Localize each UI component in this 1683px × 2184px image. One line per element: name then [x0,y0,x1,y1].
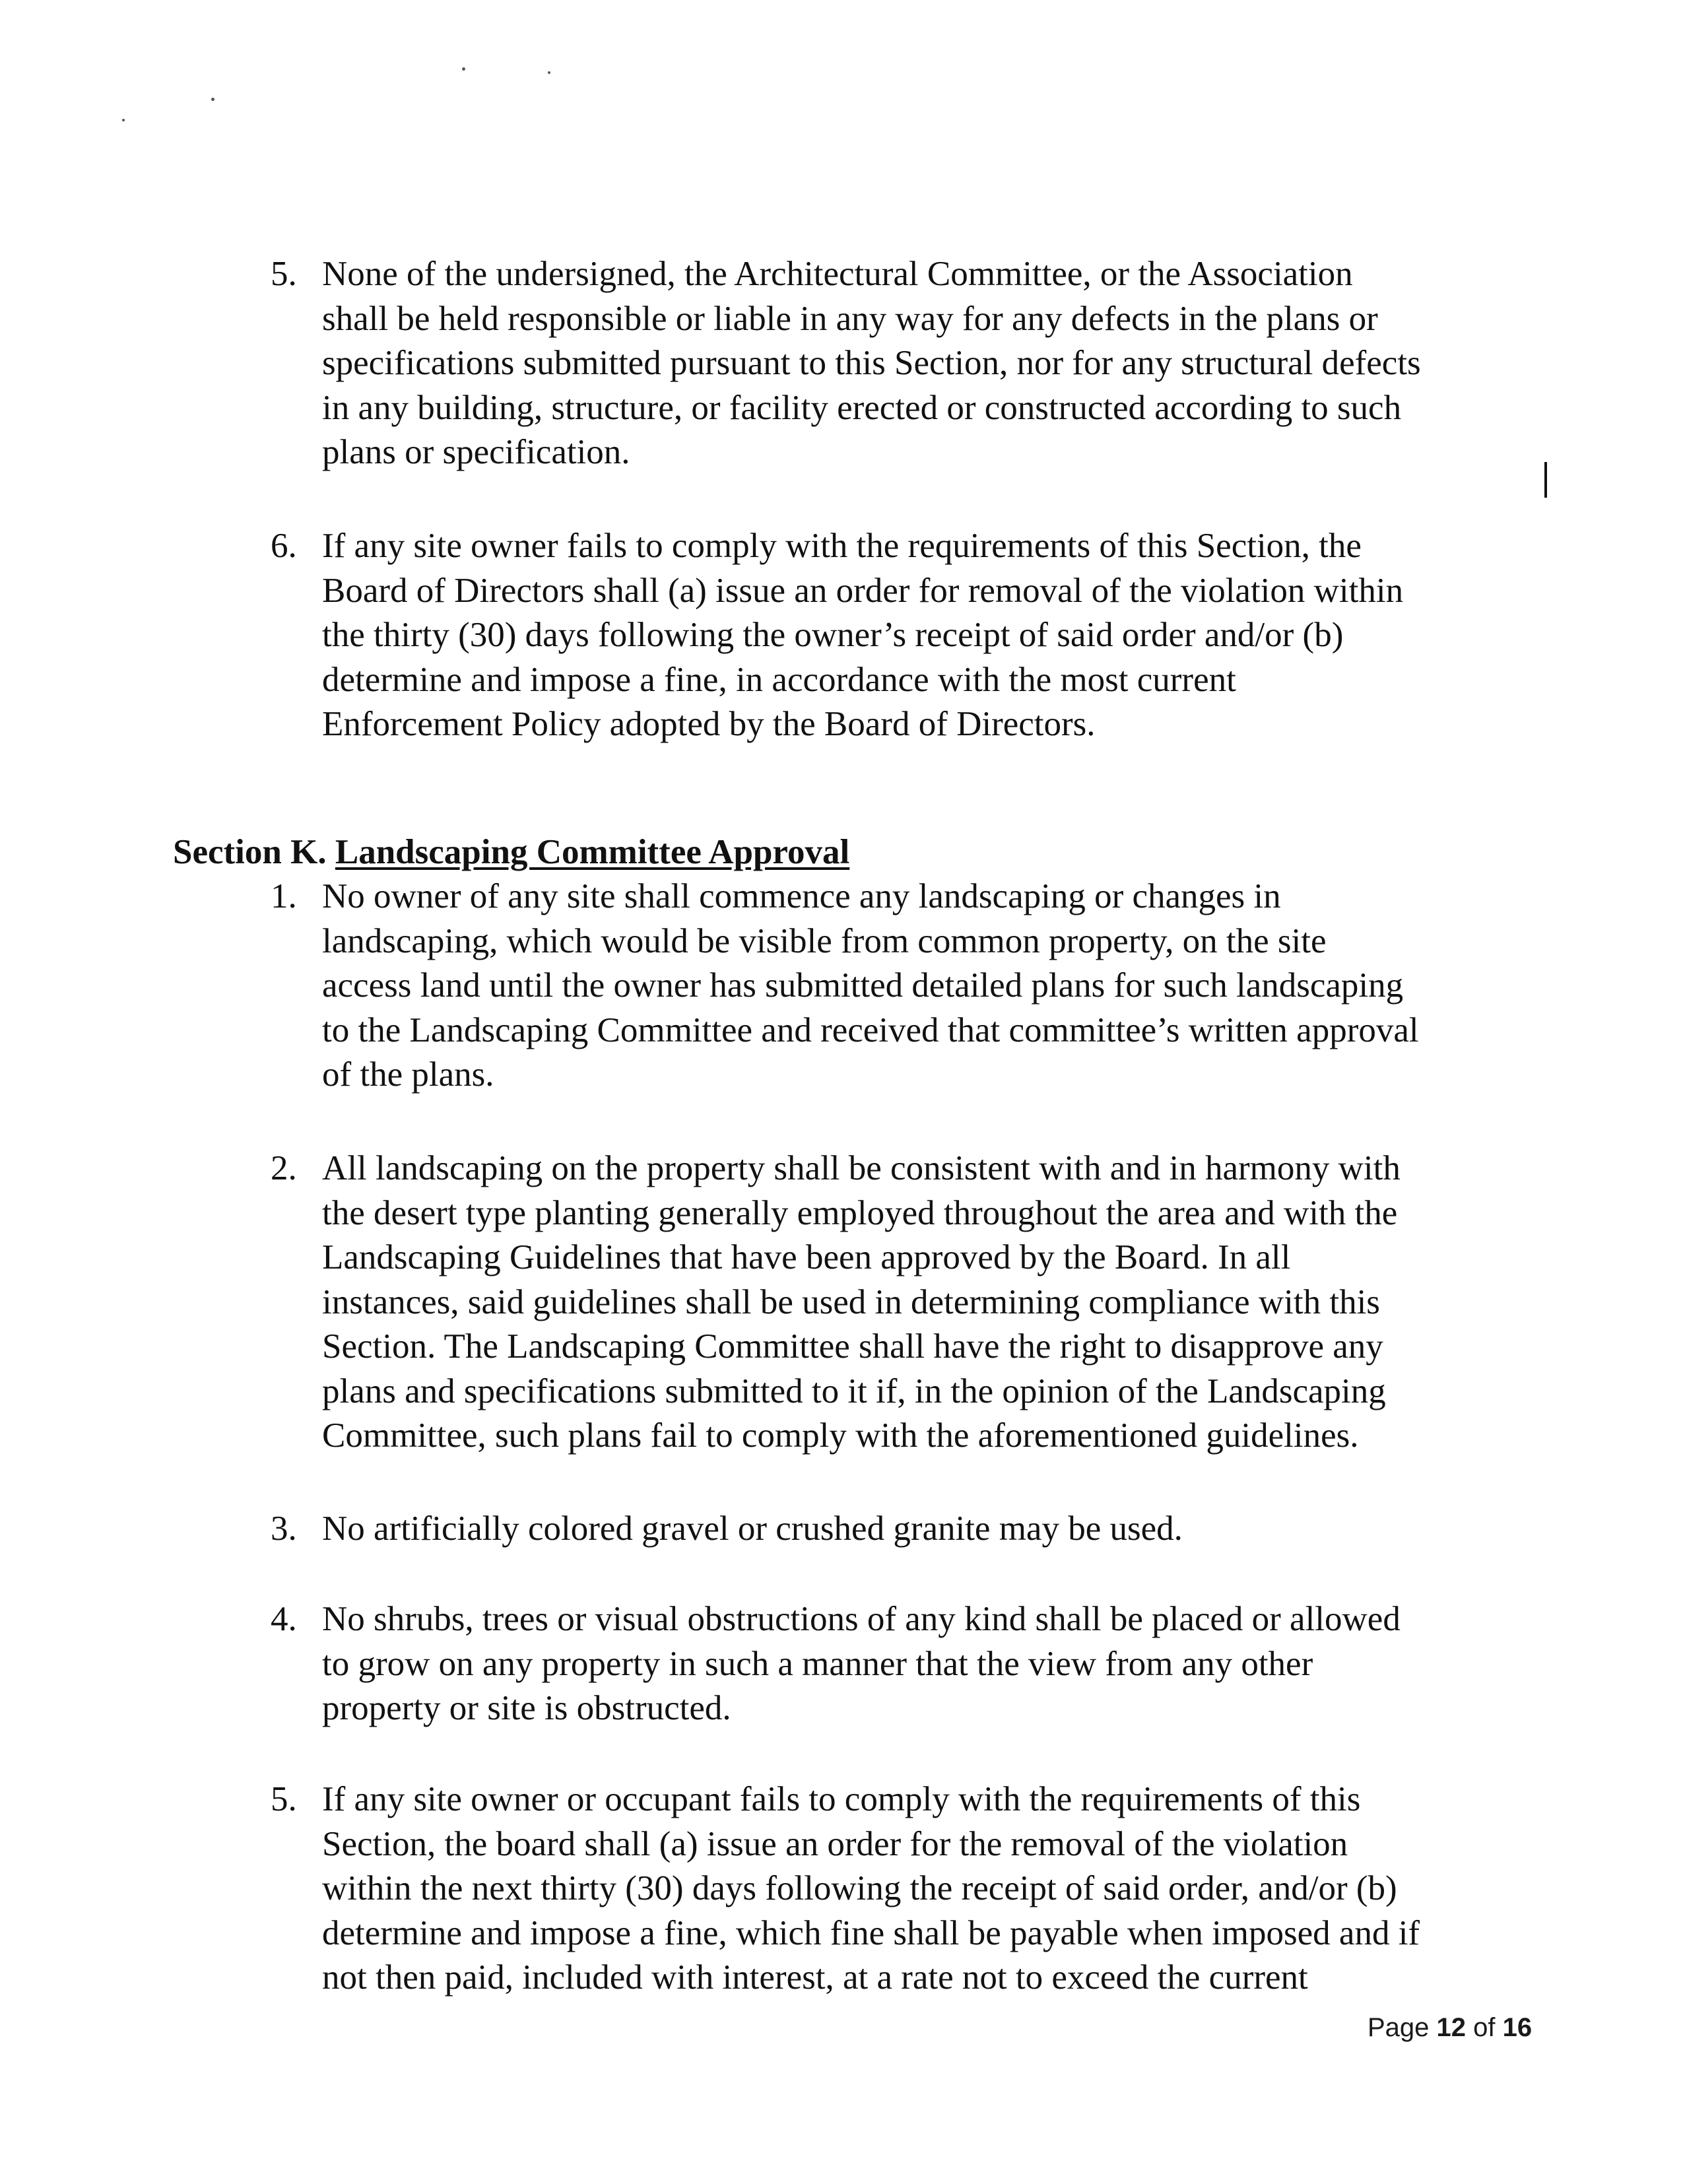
list-item-number: 4. [271,1600,297,1638]
page-current: 12 [1436,2013,1467,2042]
scan-speck [211,98,214,101]
list-item-text: No shrubs, trees or visual obstructions of any kind shall be placed or allowed to grow on any property in such a manner that the view from any other property or site is obstructed. [322,1600,1401,1727]
section-label: Section K. [173,833,327,871]
list-item [271,1777,1551,2001]
list-item-number: 2. [271,1149,297,1187]
section-heading [173,830,849,875]
list-item [271,1507,1551,1552]
list-item [271,1146,1551,1459]
page-separator: of [1473,2013,1496,2042]
page-number [1368,2013,1532,2043]
list-item-text: If any site owner fails to comply with the requirements of this Section, the Board of Directors shall (a) issue an order for removal of the violation within the thirty (30) days following the owner’s receipt of said order and/or (b) determine and impose a fine, in accordance with the most current Enforcement Policy adopted by the Board of Directors. [322,527,1404,743]
page-total: 16 [1502,2013,1533,2042]
list-item [271,875,1551,1098]
section-title: Landscaping Committee Approval [335,833,850,871]
scan-speck [122,119,125,121]
list-item-text: All landscaping on the property shall be consistent with and in harmony with the desert type planting generally employed throughout the area and with the Landscaping Guidelines that have been approved by the Board. In all instances, said guidelines shall be used in determining compliance with this Section. The Landscaping Committee shall have the right to disapprove any plans and specifications submitted to it if, in the opinion of the Landscaping Committee, such plans fail to comply with the aforementioned guidelines. [322,1149,1401,1455]
list-item-number: 6. [271,527,297,565]
list-item [271,524,1551,747]
list-item-text: None of the undersigned, the Architectural Committee, or the Association shall be held responsible or liable in any way for any defects in the plans or specifications submitted pursuant to this Section, nor for any structural defects in any building, structure, or facility erected or constructed according to such plans or specification. [322,255,1421,471]
list-item-number: 5. [271,1780,297,1818]
list-item-text: No artificially colored gravel or crushed granite may be used. [322,1509,1183,1548]
list-item-number: 5. [271,255,297,293]
page-prefix: Page [1368,2013,1430,2042]
list-item-number: 1. [271,877,297,915]
list-item-number: 3. [271,1509,297,1548]
list-item-text: No owner of any site shall commence any landscaping or changes in landscaping, which would be visible from common property, on the site access land until the owner has submitted detailed plans for such landscaping to the Landscaping Committee and received that committee’s written approval of the plans. [322,877,1419,1094]
list-item [271,252,1551,475]
list-item [271,1597,1551,1731]
scan-speck [548,71,550,74]
list-item-text: If any site owner or occupant fails to comply with the requirements of this Section, the board shall (a) issue an order for the removal of the violation within the next thirty (30) days following the receipt of said order, and/or (b) determine and impose a fine, which fine shall be payable when imposed and if not then paid, included with interest, at a rate not to exceed the current [322,1780,1420,1997]
scan-speck [462,67,465,71]
